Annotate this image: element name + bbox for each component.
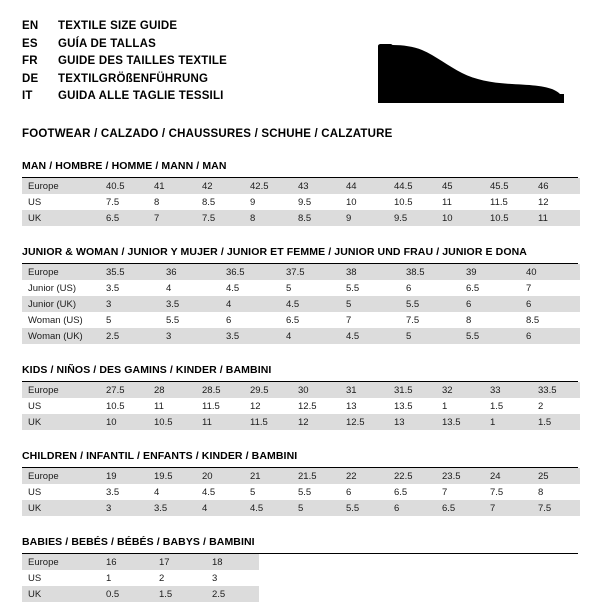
- size-cell: 32: [436, 382, 484, 398]
- size-cell: 6: [340, 484, 388, 500]
- language-code: FR: [22, 55, 38, 67]
- size-cell: 41: [148, 178, 196, 194]
- size-cell: 7: [436, 484, 484, 500]
- table-row: [22, 312, 580, 328]
- size-cell: 42: [196, 178, 244, 194]
- size-cell: 11: [148, 398, 196, 414]
- size-cell: 10.5: [484, 210, 532, 226]
- size-cell: 17: [153, 554, 206, 570]
- size-cell: 7.5: [100, 194, 148, 210]
- table-filler: [259, 570, 578, 586]
- row-label: US: [22, 194, 100, 210]
- size-cell: 1: [100, 570, 153, 586]
- size-cell: 30: [292, 382, 340, 398]
- table-row: [22, 414, 580, 430]
- size-cell: 6.5: [100, 210, 148, 226]
- size-group-babies: [22, 536, 578, 602]
- size-cell: 10: [340, 194, 388, 210]
- size-table: [22, 264, 580, 344]
- table-row: [22, 328, 580, 344]
- size-cell: 5: [340, 296, 400, 312]
- size-cell: 44.5: [388, 178, 436, 194]
- size-cell: 9: [340, 210, 388, 226]
- size-group-title: KIDS / NIÑOS / DES GAMINS / KINDER / BAMBINI: [22, 364, 578, 382]
- row-label: US: [22, 484, 100, 500]
- size-cell: 1.5: [153, 586, 206, 602]
- size-cell: 5.5: [340, 500, 388, 516]
- table-row: [22, 280, 580, 296]
- size-cell: 20: [196, 468, 244, 484]
- language-code: DE: [22, 72, 39, 85]
- size-cell: 8: [460, 312, 520, 328]
- size-cell: 19.5: [148, 468, 196, 484]
- size-cell: 24: [484, 468, 532, 484]
- language-title: TEXTILGRÖßENFÜHRUNG: [58, 72, 209, 85]
- row-label: UK: [22, 210, 100, 226]
- language-title: GUIDE DES TAILLES TEXTILE: [58, 55, 227, 67]
- size-cell: 38: [340, 264, 400, 280]
- table-row: [22, 296, 580, 312]
- size-cell: 31.5: [388, 382, 436, 398]
- dress-shoe-icon: [366, 32, 566, 112]
- size-tables: [22, 160, 578, 602]
- table-row: [22, 178, 580, 194]
- size-cell: 5.5: [292, 484, 340, 500]
- size-group-title: JUNIOR & WOMAN / JUNIOR Y MUJER / JUNIOR ET FEMME / JUNIOR UND FRAU / JUNIOR E DONA: [22, 246, 578, 264]
- size-group-title: CHILDREN / INFANTIL / ENFANTS / KINDER / BAMBINI: [22, 450, 578, 468]
- size-cell: 4.5: [220, 280, 280, 296]
- table-row: [22, 484, 580, 500]
- size-cell: 6: [520, 296, 580, 312]
- size-cell: 19: [100, 468, 148, 484]
- size-cell: 11.5: [484, 194, 532, 210]
- size-cell: 7: [520, 280, 580, 296]
- size-cell: 11.5: [244, 414, 292, 430]
- size-cell: 0.5: [100, 586, 153, 602]
- size-cell: 12: [292, 414, 340, 430]
- size-cell: 18: [206, 554, 259, 570]
- size-cell: 5.5: [460, 328, 520, 344]
- size-cell: 6.5: [388, 484, 436, 500]
- size-cell: 10: [100, 414, 148, 430]
- table-row: [22, 500, 580, 516]
- size-cell: 4.5: [280, 296, 340, 312]
- size-cell: 46: [532, 178, 580, 194]
- row-label: Europe: [22, 178, 100, 194]
- size-cell: 12.5: [340, 414, 388, 430]
- size-cell: 7.5: [400, 312, 460, 328]
- language-code: ES: [22, 37, 38, 50]
- size-cell: 28.5: [196, 382, 244, 398]
- size-cell: 7.5: [532, 500, 580, 516]
- size-cell: 5.5: [400, 296, 460, 312]
- size-cell: 4.5: [340, 328, 400, 344]
- size-cell: 8: [532, 484, 580, 500]
- table-row: [22, 264, 580, 280]
- size-cell: 37.5: [280, 264, 340, 280]
- size-group-kids: [22, 364, 578, 430]
- size-cell: 38.5: [400, 264, 460, 280]
- size-cell: 1: [436, 398, 484, 414]
- size-cell: 5: [100, 312, 160, 328]
- size-cell: 3.5: [100, 280, 160, 296]
- language-title: GUIDA ALLE TAGLIE TESSILI: [58, 90, 224, 102]
- size-cell: 11: [436, 194, 484, 210]
- language-title: GUÍA DE TALLAS: [58, 37, 156, 50]
- size-cell: 7.5: [196, 210, 244, 226]
- size-cell: 3.5: [100, 484, 148, 500]
- size-cell: 8.5: [292, 210, 340, 226]
- table-row: [22, 570, 578, 586]
- size-cell: 36.5: [220, 264, 280, 280]
- size-table: [22, 382, 580, 430]
- row-label: Woman (UK): [22, 328, 100, 344]
- language-row: [22, 71, 227, 89]
- size-cell: 33: [484, 382, 532, 398]
- language-row: [22, 88, 227, 106]
- table-filler: [259, 554, 578, 570]
- size-cell: 4: [160, 280, 220, 296]
- size-cell: 1.5: [484, 398, 532, 414]
- size-cell: 4.5: [196, 484, 244, 500]
- size-group-title: MAN / HOMBRE / HOMME / MANN / MAN: [22, 160, 578, 178]
- size-group-junior-woman: [22, 246, 578, 344]
- size-cell: 7.5: [484, 484, 532, 500]
- size-cell: 5.5: [340, 280, 400, 296]
- size-cell: 4: [280, 328, 340, 344]
- size-cell: 11: [196, 414, 244, 430]
- row-label: UK: [22, 586, 100, 602]
- size-cell: 4: [148, 484, 196, 500]
- size-table: [22, 554, 578, 602]
- language-title: TEXTILE SIZE GUIDE: [58, 20, 178, 32]
- size-cell: 6: [400, 280, 460, 296]
- size-cell: 1: [484, 414, 532, 430]
- row-label: US: [22, 570, 100, 586]
- size-cell: 4.5: [244, 500, 292, 516]
- size-cell: 1.5: [532, 414, 580, 430]
- size-cell: 9.5: [292, 194, 340, 210]
- size-cell: 2: [532, 398, 580, 414]
- language-row: [22, 53, 227, 71]
- table-row: [22, 194, 580, 210]
- size-cell: 2.5: [100, 328, 160, 344]
- size-cell: 8.5: [520, 312, 580, 328]
- size-cell: 23.5: [436, 468, 484, 484]
- size-cell: 5: [244, 484, 292, 500]
- size-table: [22, 178, 580, 226]
- size-cell: 33.5: [532, 382, 580, 398]
- size-cell: 7: [484, 500, 532, 516]
- size-cell: 5: [292, 500, 340, 516]
- size-cell: 11: [532, 210, 580, 226]
- size-cell: 11.5: [196, 398, 244, 414]
- size-cell: 6.5: [280, 312, 340, 328]
- row-label: Europe: [22, 382, 100, 398]
- size-cell: 45: [436, 178, 484, 194]
- size-group-man: [22, 160, 578, 226]
- size-cell: 29.5: [244, 382, 292, 398]
- size-cell: 10: [436, 210, 484, 226]
- page-header: [22, 18, 578, 112]
- size-cell: 6.5: [460, 280, 520, 296]
- size-cell: 6: [460, 296, 520, 312]
- size-cell: 12: [532, 194, 580, 210]
- table-row: [22, 554, 578, 570]
- size-cell: 3.5: [148, 500, 196, 516]
- row-label: Woman (US): [22, 312, 100, 328]
- size-cell: 10.5: [148, 414, 196, 430]
- size-cell: 22: [340, 468, 388, 484]
- row-label: Junior (UK): [22, 296, 100, 312]
- row-label: UK: [22, 500, 100, 516]
- size-cell: 25: [532, 468, 580, 484]
- size-cell: 3: [100, 296, 160, 312]
- size-cell: 35.5: [100, 264, 160, 280]
- size-cell: 21: [244, 468, 292, 484]
- row-label: Junior (US): [22, 280, 100, 296]
- size-cell: 45.5: [484, 178, 532, 194]
- size-cell: 5.5: [160, 312, 220, 328]
- table-row: [22, 210, 580, 226]
- size-cell: 3.5: [160, 296, 220, 312]
- size-cell: 3: [100, 500, 148, 516]
- size-cell: 44: [340, 178, 388, 194]
- size-cell: 8.5: [196, 194, 244, 210]
- size-cell: 6: [388, 500, 436, 516]
- size-cell: 43: [292, 178, 340, 194]
- size-cell: 3: [160, 328, 220, 344]
- size-cell: 9.5: [388, 210, 436, 226]
- size-cell: 3: [206, 570, 259, 586]
- size-cell: 6: [520, 328, 580, 344]
- size-cell: 28: [148, 382, 196, 398]
- language-code: IT: [22, 90, 33, 102]
- size-table: [22, 468, 580, 516]
- page-title: FOOTWEAR / CALZADO / CHAUSSURES / SCHUHE / CALZATURE: [22, 128, 393, 140]
- size-cell: 2: [153, 570, 206, 586]
- size-cell: 10.5: [388, 194, 436, 210]
- size-group-children: [22, 450, 578, 516]
- size-cell: 13: [340, 398, 388, 414]
- size-cell: 27.5: [100, 382, 148, 398]
- language-title-list: [22, 18, 227, 106]
- size-cell: 6.5: [436, 500, 484, 516]
- size-cell: 12.5: [292, 398, 340, 414]
- row-label: UK: [22, 414, 100, 430]
- size-cell: 40: [520, 264, 580, 280]
- size-cell: 13: [388, 414, 436, 430]
- table-row: [22, 398, 580, 414]
- language-row: [22, 36, 227, 54]
- size-cell: 7: [148, 210, 196, 226]
- size-cell: 9: [244, 194, 292, 210]
- size-cell: 36: [160, 264, 220, 280]
- size-group-title: BABIES / BEBÉS / BÉBÉS / BABYS / BAMBINI: [22, 536, 578, 554]
- size-cell: 40.5: [100, 178, 148, 194]
- table-row: [22, 468, 580, 484]
- size-cell: 8: [148, 194, 196, 210]
- size-cell: 5: [280, 280, 340, 296]
- size-cell: 8: [244, 210, 292, 226]
- size-cell: 12: [244, 398, 292, 414]
- size-cell: 13.5: [388, 398, 436, 414]
- row-label: Europe: [22, 264, 100, 280]
- row-label: Europe: [22, 554, 100, 570]
- size-cell: 16: [100, 554, 153, 570]
- language-row: [22, 18, 227, 36]
- size-cell: 39: [460, 264, 520, 280]
- row-label: US: [22, 398, 100, 414]
- language-code: EN: [22, 20, 39, 32]
- size-cell: 6: [220, 312, 280, 328]
- size-cell: 4: [220, 296, 280, 312]
- row-label: Europe: [22, 468, 100, 484]
- size-cell: 3.5: [220, 328, 280, 344]
- size-cell: 4: [196, 500, 244, 516]
- size-cell: 42.5: [244, 178, 292, 194]
- size-cell: 22.5: [388, 468, 436, 484]
- size-cell: 7: [340, 312, 400, 328]
- size-cell: 5: [400, 328, 460, 344]
- size-cell: 10.5: [100, 398, 148, 414]
- size-cell: 2.5: [206, 586, 259, 602]
- size-cell: 13.5: [436, 414, 484, 430]
- size-cell: 21.5: [292, 468, 340, 484]
- table-row: [22, 382, 580, 398]
- size-cell: 31: [340, 382, 388, 398]
